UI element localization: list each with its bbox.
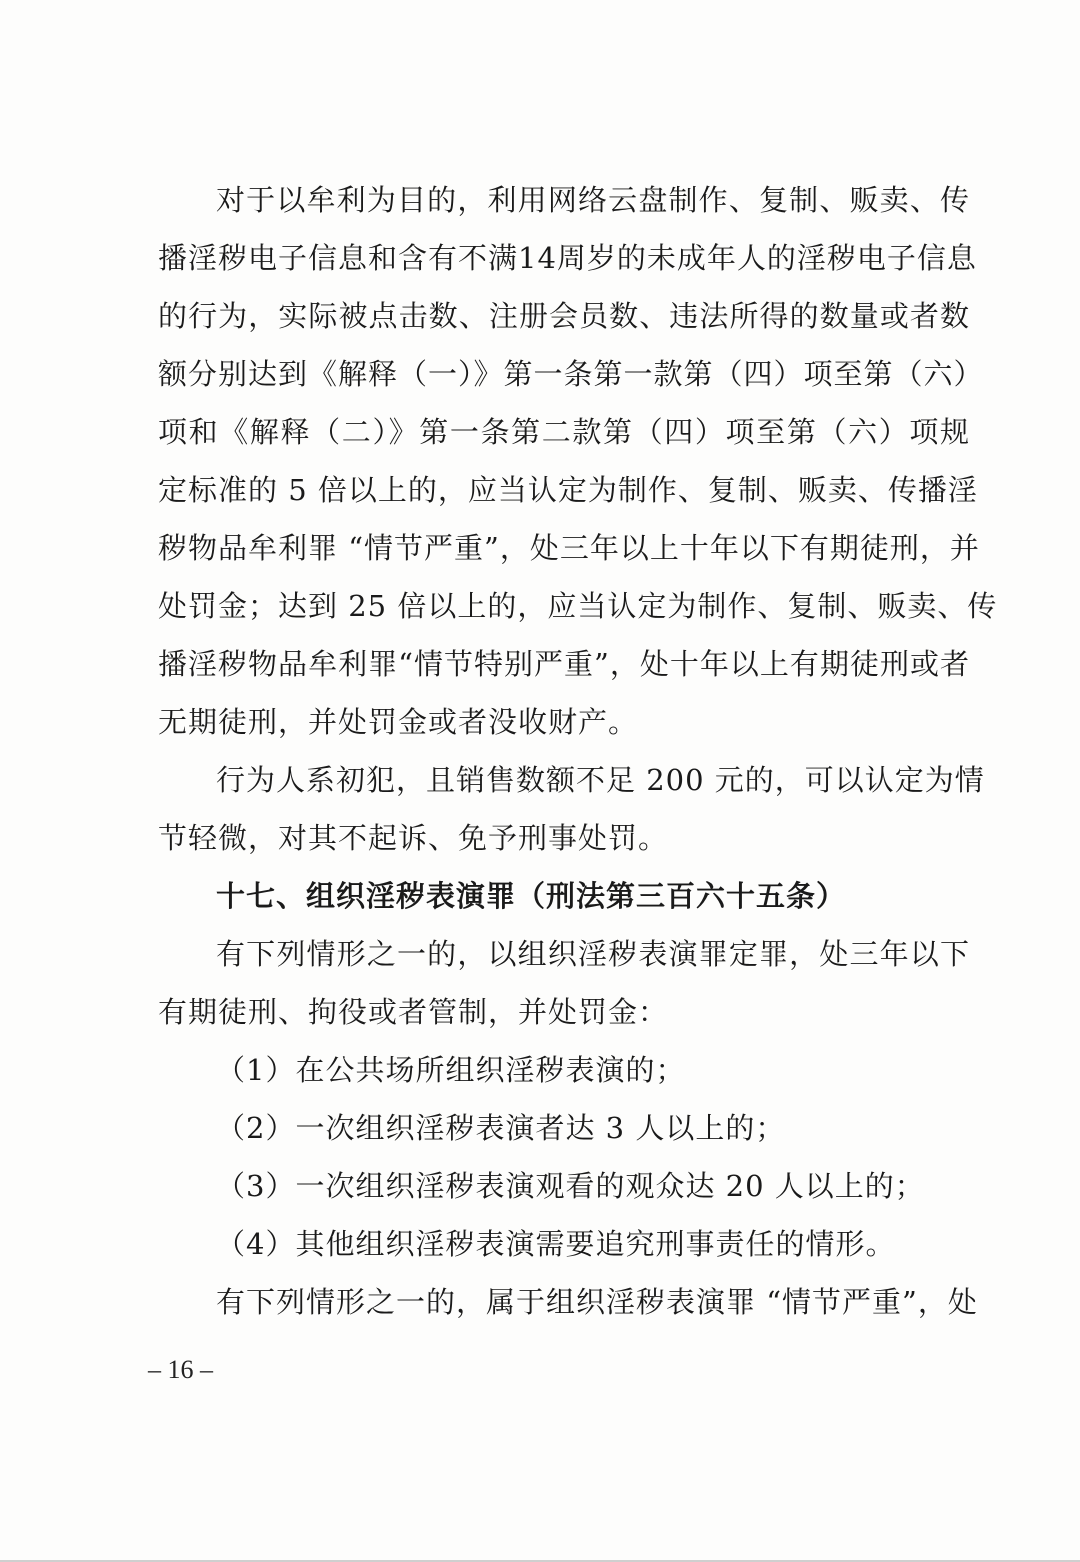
paragraph-1-line-6: 定标准的 5 倍以上的，应当认定为制作、复制、贩卖、传播淫: [158, 473, 978, 507]
paragraph-2-line-1: 行为人系初犯，且销售数额不足 200 元的，可以认定为情: [216, 763, 985, 797]
list-item-2: （2）一次组织淫秽表演者达 3 人以上的；: [216, 1111, 786, 1145]
list-item-3: （3）一次组织淫秽表演观看的观众达 20 人以上的；: [216, 1169, 925, 1203]
paragraph-1-line-8: 处罚金；达到 25 倍以上的，应当认定为制作、复制、贩卖、传: [158, 589, 998, 623]
paragraph-1-line-10: 无期徒刑，并处罚金或者没收财产。: [158, 705, 639, 739]
paragraph-1-line-1: 对于以牟利为目的，利用网络云盘制作、复制、贩卖、传: [216, 183, 970, 217]
paragraph-1-line-9: 播淫秽物品牟利罪“情节特别严重”，处十年以上有期徒刑或者: [158, 647, 970, 681]
paragraph-3-line-2: 有期徒刑、拘役或者管制，并处罚金：: [158, 995, 669, 1029]
section-heading: 十七、组织淫秽表演罪（刑法第三百六十五条）: [216, 879, 847, 913]
list-item-4: （4）其他组织淫秽表演需要追究刑事责任的情形。: [216, 1227, 896, 1261]
page-number: – 16 –: [148, 1355, 213, 1384]
paragraph-1-line-2: 播淫秽电子信息和含有不满14周岁的未成年人的淫秽电子信息: [158, 241, 977, 275]
paragraph-1-line-3: 的行为，实际被点击数、注册会员数、违法所得的数量或者数: [158, 299, 970, 333]
paragraph-2-line-2: 节轻微，对其不起诉、免予刑事处罚。: [158, 821, 669, 855]
paragraph-1-line-5: 项和《解释（二）》第一条第二款第（四）项至第（六）项规: [158, 415, 970, 449]
list-item-1: （1）在公共场所组织淫秽表演的；: [216, 1053, 686, 1087]
paragraph-4-line-1: 有下列情形之一的，属于组织淫秽表演罪 “情节严重”，处: [216, 1285, 978, 1319]
paragraph-3-line-1: 有下列情形之一的，以组织淫秽表演罪定罪，处三年以下: [216, 937, 970, 971]
paragraph-1-line-4: 额分别达到《解释（一）》第一条第一款第（四）项至第（六）: [158, 357, 984, 391]
paragraph-1-line-7: 秽物品牟利罪 “情节严重”，处三年以上十年以下有期徒刑，并: [158, 531, 980, 565]
